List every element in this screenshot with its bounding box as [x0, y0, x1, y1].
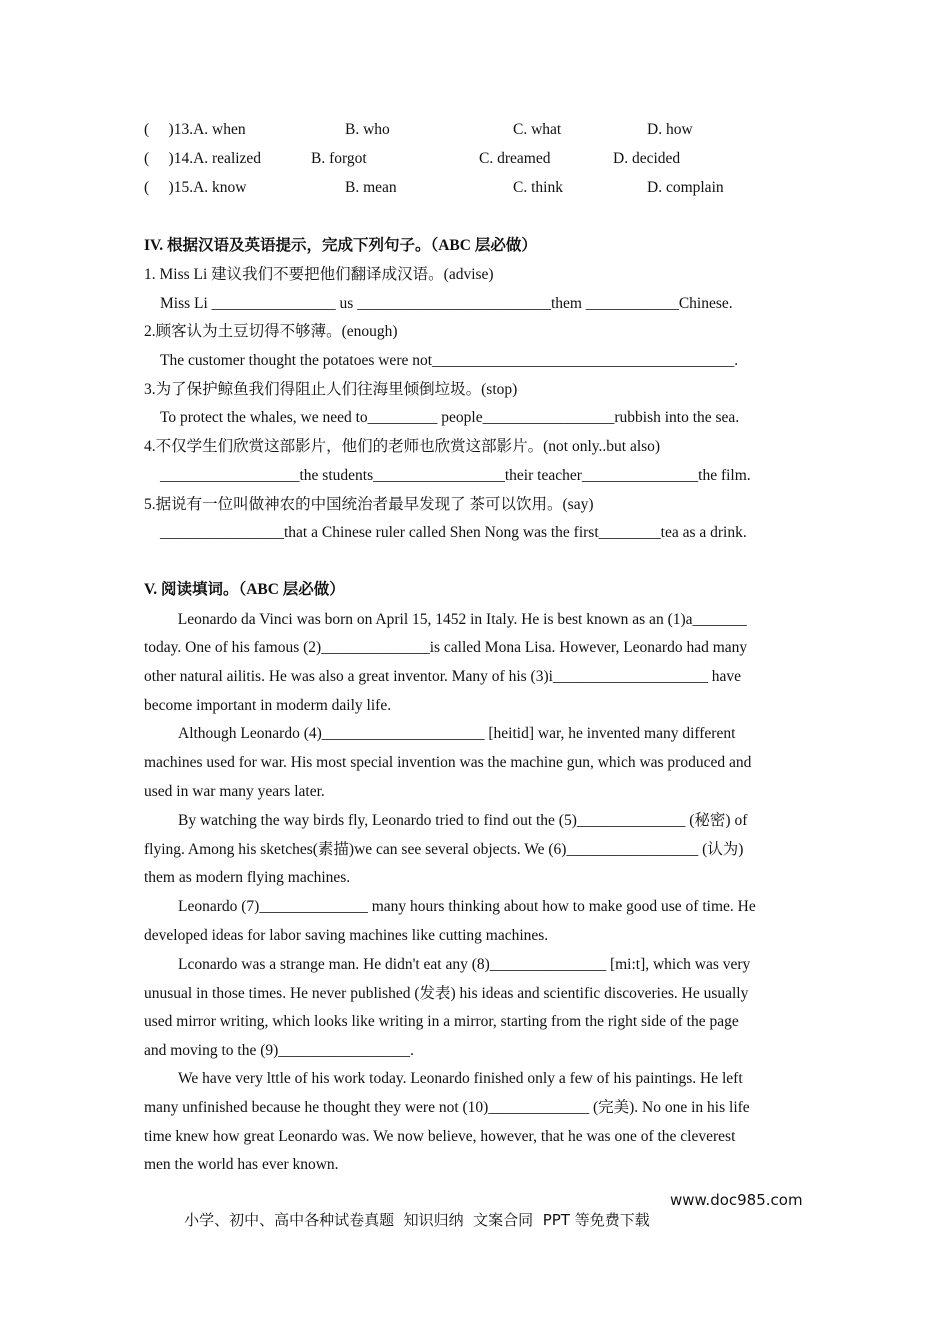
sentence-3-blank-line: To protect the whales, we need to_________ people_________________rubbish into the sea.: [160, 409, 740, 426]
passage-line: Leonardo (7)______________ many hours thinking about how to make good use of time. He: [178, 898, 756, 915]
mcq-option-b: B. who: [345, 121, 390, 138]
passage-line: time knew how great Leonardo was. We now believe, however, that he was one of the cleverest: [144, 1128, 736, 1145]
passage-line: other natural ailitis. He was also a great inventor. Many of his (3)i____________________ have: [144, 668, 742, 685]
passage-line: machines used for war. His most special invention was the machine gun, which was produced and: [144, 754, 752, 771]
passage-line: By watching the way birds fly, Leonardo tried to find out the (5)______________ (秘密) of: [178, 812, 748, 829]
mcq-option-c: C. think: [513, 179, 563, 196]
mcq-option-a: ( )14.A. realized: [144, 150, 262, 167]
sentence-4-prompt: 4.不仅学生们欣赏这部影片，他们的老师也欣赏这部影片。(not only..but also): [144, 438, 661, 455]
passage-line: used mirror writing, which looks like writing in a mirror, starting from the right side of the page: [144, 1013, 739, 1030]
sentence-4-blank-line: __________________the students_________________their teacher_______________the film.: [160, 467, 751, 484]
mcq-option-d: D. decided: [613, 150, 681, 167]
passage-line: used in war many years later.: [144, 783, 325, 800]
passage-line: become important in moderm daily life.: [144, 697, 392, 714]
mcq-option-b: B. mean: [345, 179, 397, 196]
passage-line: men the world has ever known.: [144, 1156, 339, 1173]
sentence-5-prompt: 5.据说有一位叫做神农的中国统治者最早发现了 茶可以饮用。(say): [144, 496, 594, 513]
sentence-1-prompt: 1. Miss Li 建议我们不要把他们翻译成汉语。(advise): [144, 266, 494, 283]
passage-line: Although Leonardo (4)_____________________ [heitid] war, he invented many different: [178, 725, 736, 742]
passage-line: and moving to the (9)_________________.: [144, 1042, 414, 1059]
page-footer: [165, 1191, 803, 1266]
mcq-option-a: ( )15.A. know: [144, 179, 247, 196]
sentence-2-blank-line: The customer thought the potatoes were not_______________________________________.: [160, 352, 739, 369]
sentence-3-prompt: 3.为了保护鲸鱼我们得阻止人们往海里倾倒垃圾。(stop): [144, 381, 518, 398]
sentence-2-prompt: 2.顾客认为土豆切得不够薄。(enough): [144, 323, 398, 340]
footer-text: 小学、初中、高中各种试卷真题 知识归纳 文案合同 PPT 等免费下载: [184, 1211, 650, 1229]
passage-line: developed ideas for labor saving machines like cutting machines.: [144, 927, 549, 944]
mcq-option-d: D. complain: [647, 179, 724, 196]
passage-line: Lconardo was a strange man. He didn't eat any (8)_______________ [mi:t], which was very: [178, 956, 751, 973]
sentence-5-blank-line: ________________that a Chinese ruler called Shen Nong was the first________tea as a drink.: [160, 524, 747, 541]
section-5-heading: V. 阅读填词。（ABC 层必做）: [144, 581, 345, 598]
footer-url[interactable]: www.doc985.com: [670, 1191, 803, 1209]
passage-line: We have very lttle of his work today. Leonardo finished only a few of his paintings. He left: [178, 1070, 743, 1087]
sentence-1-blank-line: Miss Li ________________ us _________________________them ____________Chinese.: [160, 295, 733, 312]
passage-line: unusual in those times. He never published (发表) his ideas and scientific discoveries. He usually: [144, 985, 749, 1002]
mcq-option-d: D. how: [647, 121, 693, 138]
mcq-option-c: C. what: [513, 121, 562, 138]
passage-line: many unfinished because he thought they were not (10)_____________ (完美). No one in his life: [144, 1099, 750, 1116]
mcq-option-c: C. dreamed: [479, 150, 551, 167]
passage-line: flying. Among his sketches(素描)we can see several objects. We (6)_________________ (认为): [144, 841, 744, 858]
mcq-option-a: ( )13.A. when: [144, 121, 246, 138]
passage-line: Leonardo da Vinci was born on April 15, 1452 in Italy. He is best known as an (1)a_______: [170, 611, 747, 628]
passage-line: today. One of his famous (2)______________is called Mona Lisa. However, Leonardo had many: [144, 639, 748, 656]
mcq-option-b: B. forgot: [311, 150, 367, 167]
passage-line: them as modern flying machines.: [144, 869, 351, 886]
section-4-heading: IV. 根据汉语及英语提示，完成下列句子。（ABC 层必做）: [144, 237, 537, 254]
